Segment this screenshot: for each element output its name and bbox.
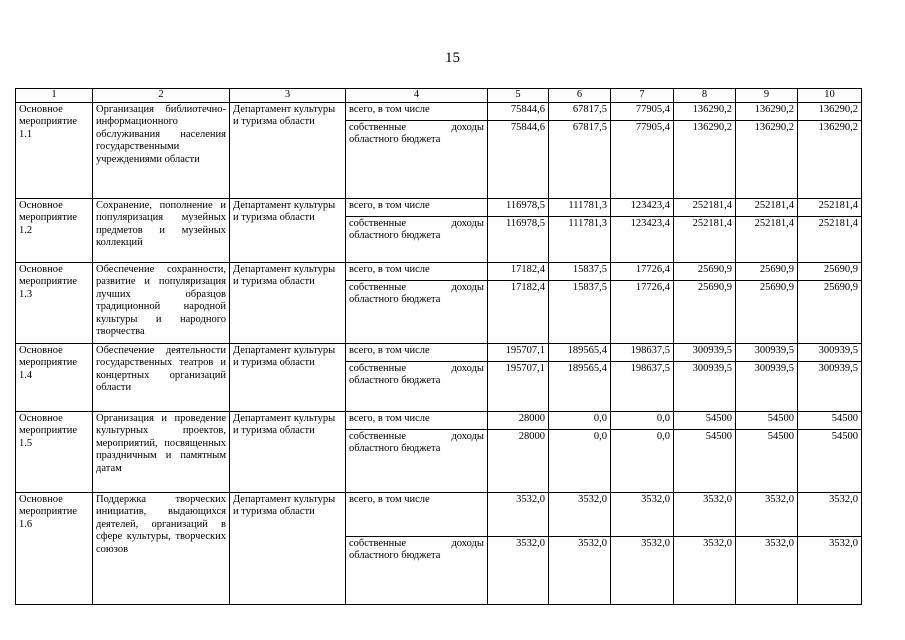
amount-cell: 25690,9 xyxy=(798,262,862,280)
amount-cell: 0,0 xyxy=(611,411,674,429)
amount-cell: 54500 xyxy=(736,429,798,492)
funding-source-label: всего, в том числе xyxy=(346,492,488,536)
amount-cell: 3532,0 xyxy=(549,536,611,604)
activity-description: Поддержка творческих инициатив, выдающихся деятелей, организаций в сфере культуры, творческих союзов xyxy=(93,492,230,604)
amount-cell: 136290,2 xyxy=(798,120,862,198)
amount-cell: 300939,5 xyxy=(736,361,798,411)
amount-cell: 17726,4 xyxy=(611,280,674,343)
header-row xyxy=(16,89,862,103)
amount-cell: 0,0 xyxy=(611,429,674,492)
responsible-executor: Департамент культуры и туризма области xyxy=(230,343,346,411)
amount-cell: 77905,4 xyxy=(611,120,674,198)
amount-cell: 195707,1 xyxy=(488,361,549,411)
amount-cell: 198637,5 xyxy=(611,343,674,361)
page-number: 15 xyxy=(445,50,460,66)
budget-table xyxy=(15,88,862,605)
funding-source-label: собственные доходы областного бюджета xyxy=(346,280,488,343)
column-header: 2 xyxy=(93,89,230,103)
amount-cell: 252181,4 xyxy=(798,216,862,262)
amount-cell: 116978,5 xyxy=(488,216,549,262)
amount-cell: 3532,0 xyxy=(798,536,862,604)
amount-cell: 300939,5 xyxy=(798,361,862,411)
funding-source-label: собственные доходы областного бюджета xyxy=(346,536,488,604)
amount-cell: 3532,0 xyxy=(611,536,674,604)
activity-description: Обеспечение деятельности государственных театров и концертных организаций области xyxy=(93,343,230,411)
table-row xyxy=(16,343,862,361)
activity-name: Основное мероприятие 1.3 xyxy=(16,262,93,343)
activity-description: Сохранение, пополнение и популяризация музейных предметов и музейных коллекций xyxy=(93,198,230,262)
amount-cell: 123423,4 xyxy=(611,216,674,262)
amount-cell: 3532,0 xyxy=(611,492,674,536)
amount-cell: 111781,3 xyxy=(549,198,611,216)
funding-source-label: собственные доходы областного бюджета xyxy=(346,216,488,262)
responsible-executor: Департамент культуры и туризма области xyxy=(230,492,346,604)
funding-source-label: собственные доходы областного бюджета xyxy=(346,120,488,198)
amount-cell: 54500 xyxy=(736,411,798,429)
amount-cell: 3532,0 xyxy=(736,536,798,604)
amount-cell: 136290,2 xyxy=(736,102,798,120)
amount-cell: 0,0 xyxy=(549,411,611,429)
activity-name: Основное мероприятие 1.1 xyxy=(16,102,93,198)
column-header: 7 xyxy=(611,89,674,103)
amount-cell: 28000 xyxy=(488,429,549,492)
responsible-executor: Департамент культуры и туризма области xyxy=(230,411,346,492)
amount-cell: 136290,2 xyxy=(736,120,798,198)
funding-source-label: всего, в том числе xyxy=(346,198,488,216)
column-header: 8 xyxy=(674,89,736,103)
amount-cell: 67817,5 xyxy=(549,120,611,198)
table-row xyxy=(16,492,862,536)
column-header: 6 xyxy=(549,89,611,103)
column-header: 5 xyxy=(488,89,549,103)
amount-cell: 15837,5 xyxy=(549,280,611,343)
amount-cell: 54500 xyxy=(674,429,736,492)
responsible-executor: Департамент культуры и туризма области xyxy=(230,102,346,198)
amount-cell: 15837,5 xyxy=(549,262,611,280)
amount-cell: 252181,4 xyxy=(674,216,736,262)
amount-cell: 3532,0 xyxy=(488,536,549,604)
activity-description: Организация библиотечно-информационного обслуживания населения государственными учреждениями области xyxy=(93,102,230,198)
activity-name: Основное мероприятие 1.2 xyxy=(16,198,93,262)
amount-cell: 3532,0 xyxy=(674,536,736,604)
amount-cell: 123423,4 xyxy=(611,198,674,216)
funding-source-label: всего, в том числе xyxy=(346,262,488,280)
column-header: 10 xyxy=(798,89,862,103)
amount-cell: 3532,0 xyxy=(798,492,862,536)
table-row xyxy=(16,411,862,429)
table-row xyxy=(16,262,862,280)
amount-cell: 252181,4 xyxy=(798,198,862,216)
amount-cell: 300939,5 xyxy=(736,343,798,361)
amount-cell: 25690,9 xyxy=(736,262,798,280)
column-header: 4 xyxy=(346,89,488,103)
activity-description: Организация и проведение культурных проектов, мероприятий, посвященных праздничным и памятным датам xyxy=(93,411,230,492)
amount-cell: 67817,5 xyxy=(549,102,611,120)
amount-cell: 111781,3 xyxy=(549,216,611,262)
funding-source-label: всего, в том числе xyxy=(346,411,488,429)
amount-cell: 252181,4 xyxy=(736,216,798,262)
amount-cell: 28000 xyxy=(488,411,549,429)
amount-cell: 17726,4 xyxy=(611,262,674,280)
activity-description: Обеспечение сохранности, развитие и популяризация лучших образцов традиционной народной культуры и народного творчества xyxy=(93,262,230,343)
amount-cell: 300939,5 xyxy=(674,343,736,361)
amount-cell: 300939,5 xyxy=(798,343,862,361)
column-header: 1 xyxy=(16,89,93,103)
activity-name: Основное мероприятие 1.5 xyxy=(16,411,93,492)
amount-cell: 198637,5 xyxy=(611,361,674,411)
amount-cell: 136290,2 xyxy=(674,120,736,198)
table-row xyxy=(16,102,862,120)
activity-name: Основное мероприятие 1.4 xyxy=(16,343,93,411)
funding-source-label: собственные доходы областного бюджета xyxy=(346,361,488,411)
amount-cell: 189565,4 xyxy=(549,343,611,361)
amount-cell: 77905,4 xyxy=(611,102,674,120)
amount-cell: 189565,4 xyxy=(549,361,611,411)
amount-cell: 3532,0 xyxy=(549,492,611,536)
funding-source-label: собственные доходы областного бюджета xyxy=(346,429,488,492)
responsible-executor: Департамент культуры и туризма области xyxy=(230,198,346,262)
amount-cell: 54500 xyxy=(674,411,736,429)
amount-cell: 25690,9 xyxy=(674,262,736,280)
amount-cell: 75844,6 xyxy=(488,120,549,198)
amount-cell: 136290,2 xyxy=(674,102,736,120)
column-header: 3 xyxy=(230,89,346,103)
amount-cell: 3532,0 xyxy=(674,492,736,536)
amount-cell: 25690,9 xyxy=(798,280,862,343)
amount-cell: 17182,4 xyxy=(488,280,549,343)
amount-cell: 300939,5 xyxy=(674,361,736,411)
amount-cell: 116978,5 xyxy=(488,198,549,216)
amount-cell: 25690,9 xyxy=(674,280,736,343)
amount-cell: 3532,0 xyxy=(736,492,798,536)
amount-cell: 25690,9 xyxy=(736,280,798,343)
amount-cell: 17182,4 xyxy=(488,262,549,280)
amount-cell: 54500 xyxy=(798,429,862,492)
amount-cell: 195707,1 xyxy=(488,343,549,361)
amount-cell: 3532,0 xyxy=(488,492,549,536)
responsible-executor: Департамент культуры и туризма области xyxy=(230,262,346,343)
amount-cell: 252181,4 xyxy=(674,198,736,216)
amount-cell: 54500 xyxy=(798,411,862,429)
funding-source-label: всего, в том числе xyxy=(346,102,488,120)
amount-cell: 136290,2 xyxy=(798,102,862,120)
table-row xyxy=(16,198,862,216)
amount-cell: 75844,6 xyxy=(488,102,549,120)
activity-name: Основное мероприятие 1.6 xyxy=(16,492,93,604)
amount-cell: 252181,4 xyxy=(736,198,798,216)
column-header: 9 xyxy=(736,89,798,103)
funding-source-label: всего, в том числе xyxy=(346,343,488,361)
amount-cell: 0,0 xyxy=(549,429,611,492)
